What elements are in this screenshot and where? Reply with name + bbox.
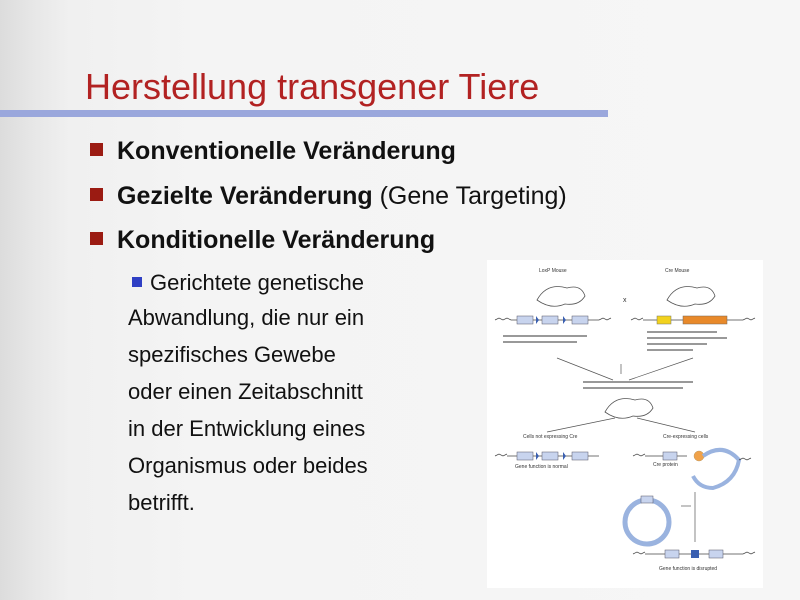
bullet-bold-text: Konditionelle Veränderung [117, 226, 436, 254]
excised-dna-circle-icon [625, 500, 669, 544]
mouse-icon [537, 287, 585, 307]
gene-normal-label: Gene function is normal [515, 464, 568, 470]
sub-bullet-line: spezifisches Gewebe [128, 342, 336, 367]
square-bullet-icon [90, 143, 103, 156]
exon-icon [517, 316, 533, 324]
sub-bullet-text: Gerichtete genetische [150, 270, 365, 295]
bullet-item [90, 137, 456, 166]
sub-bullet-line: Abwandlung, die nur ein [128, 305, 365, 330]
mouse-icon [605, 399, 653, 419]
bullet-normal-text: (Gene Targeting) [372, 182, 567, 210]
cre-protein-label: Cre protein [653, 462, 678, 468]
bullet-item [90, 226, 435, 255]
bullet-bold-text: Gezielte Veränderung [117, 182, 373, 210]
mouse-icon [667, 287, 715, 307]
title-underline [0, 110, 608, 117]
promoter-icon [657, 316, 671, 324]
cre-protein-icon [694, 451, 704, 461]
cells-not-expressing-label: Cells not expressing Cre [523, 434, 578, 440]
loxp-site-icon [563, 316, 566, 324]
cre-lox-diagram [487, 260, 763, 588]
cre-expressing-label: Cre-expressing cells [663, 434, 709, 440]
loxp-mouse-label: LoxP Mouse [539, 268, 567, 274]
bullet-item [90, 182, 567, 211]
sub-bullet-item [132, 270, 364, 296]
cre-lox-diagram-svg [487, 260, 763, 588]
sub-bullet-line: in der Entwicklung eines [128, 416, 366, 441]
sub-bullet-line: oder einen Zeitabschnitt [128, 379, 363, 404]
gene-disrupted-label: Gene function is disrupted [659, 566, 718, 572]
cre-mouse-label: Cre Mouse [665, 268, 690, 274]
square-bullet-icon [90, 188, 103, 201]
slide-title: Herstellung transgener Tiere [85, 66, 540, 107]
cre-gene-icon [683, 316, 727, 324]
exon-icon [542, 316, 558, 324]
loxp-site-icon [536, 316, 539, 324]
square-bullet-icon [90, 232, 103, 245]
square-sub-bullet-icon [132, 277, 142, 287]
sub-bullet-line: betrifft. [128, 490, 195, 515]
bullet-bold-text: Konventionelle Veränderung [117, 137, 456, 165]
sub-bullet-line: Organismus oder beides [128, 453, 368, 478]
cross-label: x [623, 297, 627, 304]
exon-icon [572, 316, 588, 324]
